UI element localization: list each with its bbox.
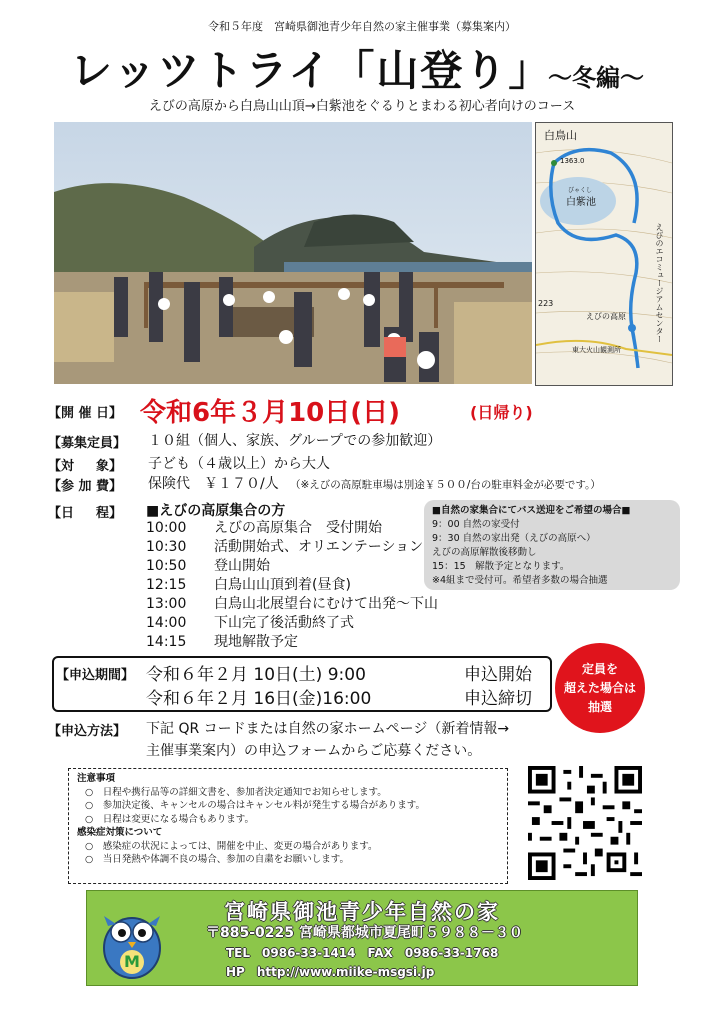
application-method-label: 【申込方法】	[48, 724, 127, 739]
bus-line: 9：00 自然の家受付	[432, 519, 520, 530]
bus-transfer-box	[424, 500, 680, 590]
lottery-badge	[555, 643, 645, 733]
schedule-time: 10:30	[146, 539, 187, 555]
hiking-group-photo	[54, 122, 532, 384]
schedule-time: 12:15	[146, 577, 187, 593]
map-label-pond: 白紫池	[566, 197, 596, 208]
owl-mascot-logo	[94, 898, 170, 982]
schedule-heading: ■えびの高原集合の方	[146, 503, 286, 519]
target-label-a: 【対	[48, 459, 75, 474]
application-period-label: 【申込期間】	[56, 668, 135, 683]
application-method-line-2: 主催事業案内）の申込フォームからご応募ください。	[146, 743, 482, 759]
notes-box	[68, 768, 508, 884]
page-title: レッツトライ「山登り」	[70, 46, 553, 95]
route-map	[535, 122, 673, 386]
schedule-text: 下山完了後活動終了式	[214, 615, 354, 631]
lottery-line-1: 定員を	[581, 661, 618, 676]
schedule-item	[146, 614, 438, 633]
map-label-pond-kana: びゃくし	[568, 187, 593, 194]
schedule-text: えびの高原集合 受付開始	[214, 520, 382, 536]
bus-line: 9：30 自然の家出発（えびの高原へ）	[432, 533, 596, 544]
bus-heading: ■自然の家集合にてバス送迎をご希望の場合■	[432, 505, 631, 516]
organization-address: 〒885-0225 宮崎県都城市夏尾町５９８８－３０	[206, 925, 523, 941]
map-label-station: 東大火山観測所	[572, 346, 621, 354]
map-label-mountain: 白鳥山	[544, 129, 577, 142]
organization-website[interactable]: HP http://www.miike-msgsi.jp	[226, 965, 435, 979]
schedule-item	[146, 557, 438, 576]
bus-line: 15：15 解散予定となります。	[432, 561, 570, 572]
schedule-time: 14:15	[146, 634, 187, 650]
application-end-note: 申込締切	[464, 689, 532, 709]
application-method-line-1: 下記 QR コードまたは自然の家ホームページ（新着情報→	[146, 721, 510, 737]
schedule-time: 10:50	[146, 558, 187, 574]
schedule-item	[146, 538, 438, 557]
schedule-item	[146, 519, 438, 538]
notes-item: ○ 参加決定後、キャンセルの場合はキャンセル料が発生する場合があります。	[85, 800, 426, 811]
event-category-line: 令和５年度 宮崎県御池青少年自然の家主催事業（募集案内）	[208, 20, 516, 33]
event-date: 令和6年３月10日(日)	[140, 398, 401, 428]
lottery-line-3: 抽選	[587, 699, 612, 714]
application-end: 令和６年２月 16日(金)16:00	[146, 689, 372, 709]
target-label-b: 象】	[96, 459, 123, 474]
parking-note: （※えびの高原駐車場は別途￥５００/台の駐車料金が必要です。）	[290, 479, 601, 491]
capacity-value: １０組（個人、家族、グループでの参加歓迎）	[148, 433, 442, 449]
map-label-plateau: えびの高原	[586, 312, 626, 321]
schedule-text: 登山開始	[214, 558, 270, 574]
schedule-time: 13:00	[146, 596, 187, 612]
mascot-letter: M	[124, 952, 140, 971]
schedule-time: 14:00	[146, 615, 187, 631]
schedule-item	[146, 595, 438, 614]
schedule-text: 現地解散予定	[214, 634, 298, 650]
notes-item: ○ 日程は変更になる場合もあります。	[85, 813, 255, 825]
course-description: えびの高原から白鳥山山頂→白紫池をぐるりとまわる初心者向けのコース	[148, 99, 576, 114]
target-value: 子ども（４歳以上）から大人	[148, 456, 330, 472]
schedule-text: 白鳥山北展望台にむけて出発～下山	[214, 596, 438, 612]
notes-heading: 注意事項	[77, 773, 116, 784]
schedule-list	[146, 519, 438, 652]
schedule-item	[146, 576, 438, 595]
date-label: 【開 催 日】	[48, 406, 123, 421]
schedule-label-a: 【日	[48, 506, 75, 521]
notes-item: ○ 当日発熱や体調不良の場合、参加の自粛をお願いします。	[85, 854, 350, 865]
map-label-elevation: 223	[538, 299, 554, 308]
schedule-text: 活動開始式、オリエンテーション	[214, 539, 424, 555]
schedule-label-b: 程】	[96, 506, 123, 521]
map-label-eco-center: えびのエコミュージアムセンター	[655, 223, 664, 343]
fee-value: 保険代 ￥１７０/人	[148, 476, 279, 492]
notes-item: ○ 日程や携行品等の詳細文書を、参加者決定通知でお知らせします。	[85, 786, 387, 798]
organization-name: 宮崎県御池青少年自然の家	[224, 900, 500, 924]
infection-heading: 感染症対策について	[77, 827, 163, 838]
page-title-suffix: ～冬編～	[548, 64, 644, 92]
application-start: 令和６年２月 10日(土) 9:00	[146, 665, 366, 685]
schedule-text: 白鳥山山頂到着(昼食)	[214, 577, 351, 593]
fee-label: 【参 加 費】	[48, 479, 123, 494]
bus-line: えびの高原解散後移動し	[432, 547, 537, 558]
application-start-note: 申込開始	[464, 665, 532, 685]
qr-code[interactable]	[528, 766, 642, 880]
organization-phone: TEL 0986-33-1414 FAX 0986-33-1768	[226, 946, 499, 960]
lottery-line-2: 超えた場合は	[563, 680, 636, 695]
map-label-peak: 1363.0	[560, 157, 585, 165]
schedule-time: 10:00	[146, 520, 187, 536]
schedule-item	[146, 633, 438, 652]
event-date-daytrip: (日帰り)	[470, 403, 533, 422]
notes-item: ○ 感染症の状況によっては、開催を中止、変更の場合があります。	[85, 840, 378, 852]
capacity-label: 【募集定員】	[48, 436, 127, 451]
bus-note: ※4組まで受付可。希望者多数の場合抽選	[432, 575, 608, 586]
